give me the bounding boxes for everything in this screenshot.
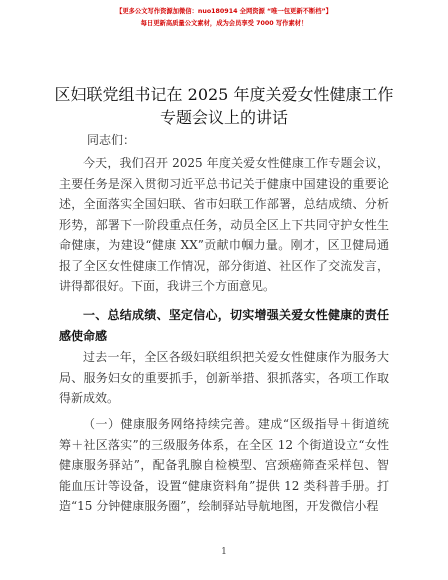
promo-banner-line-1: 【更多公文写作资源加微信：nuo180914 全网资源 “唯一包更新不断档”】 [116,8,332,15]
body-paragraph: （一）健康服务网络持续完善。建成“区级指导＋街道统筹＋社区落实”的三级服务体系，在全区 12 个街道设立“女性健康服务驿站”，配备乳腺自检模型、宫颈癌筛查采样包、智能血压计等设备，设置“健康资料角”提供 12 类科普手册。打造“15 分钟健康服务圈”，绘制驿站导航地图，开发微信小程 [59,417,389,513]
document-title-line-1: 区妇联党组书记在 2025 年度关爱女性健康工作 [54,85,394,104]
body-paragraph: 过去一年，全区各级妇联组织把关爱女性健康作为服务大局、服务妇女的重要抓手，创新举措、狠抓落实，各项工作取得新成效。 [59,350,389,405]
promo-banner-line-2: 每日更新高质量公文素材，成为会员享受 7000 写作素材！ [140,20,308,27]
body-paragraph: 今天，我们召开 2025 年度关爱女性健康工作专题会议，主要任务是深入贯彻习近平总书记关于健康中国建设的重要论述，全面落实全国妇联、省市妇联工作部署，总结成绩、分析形势，部署下一阶段重点任务，动员全区上下共同守护女性生命健康，为建设“健康 XX”贡献巾帼力量。刚才，区卫健局通报了全区女性健康工作情况，部分街道、社区作了交流发言，讲得都很好。下面，我讲三个方面意见。 [59,156,389,293]
section-heading: 一、总结成绩、坚定信心，切实增强关爱女性健康的责任感使命感 [59,308,389,343]
page-number: 1 [221,547,227,557]
promo-banner [0,6,448,30]
document-title-line-2: 专题会议上的讲话 [159,108,288,127]
salutation: 同志们： [87,133,136,147]
